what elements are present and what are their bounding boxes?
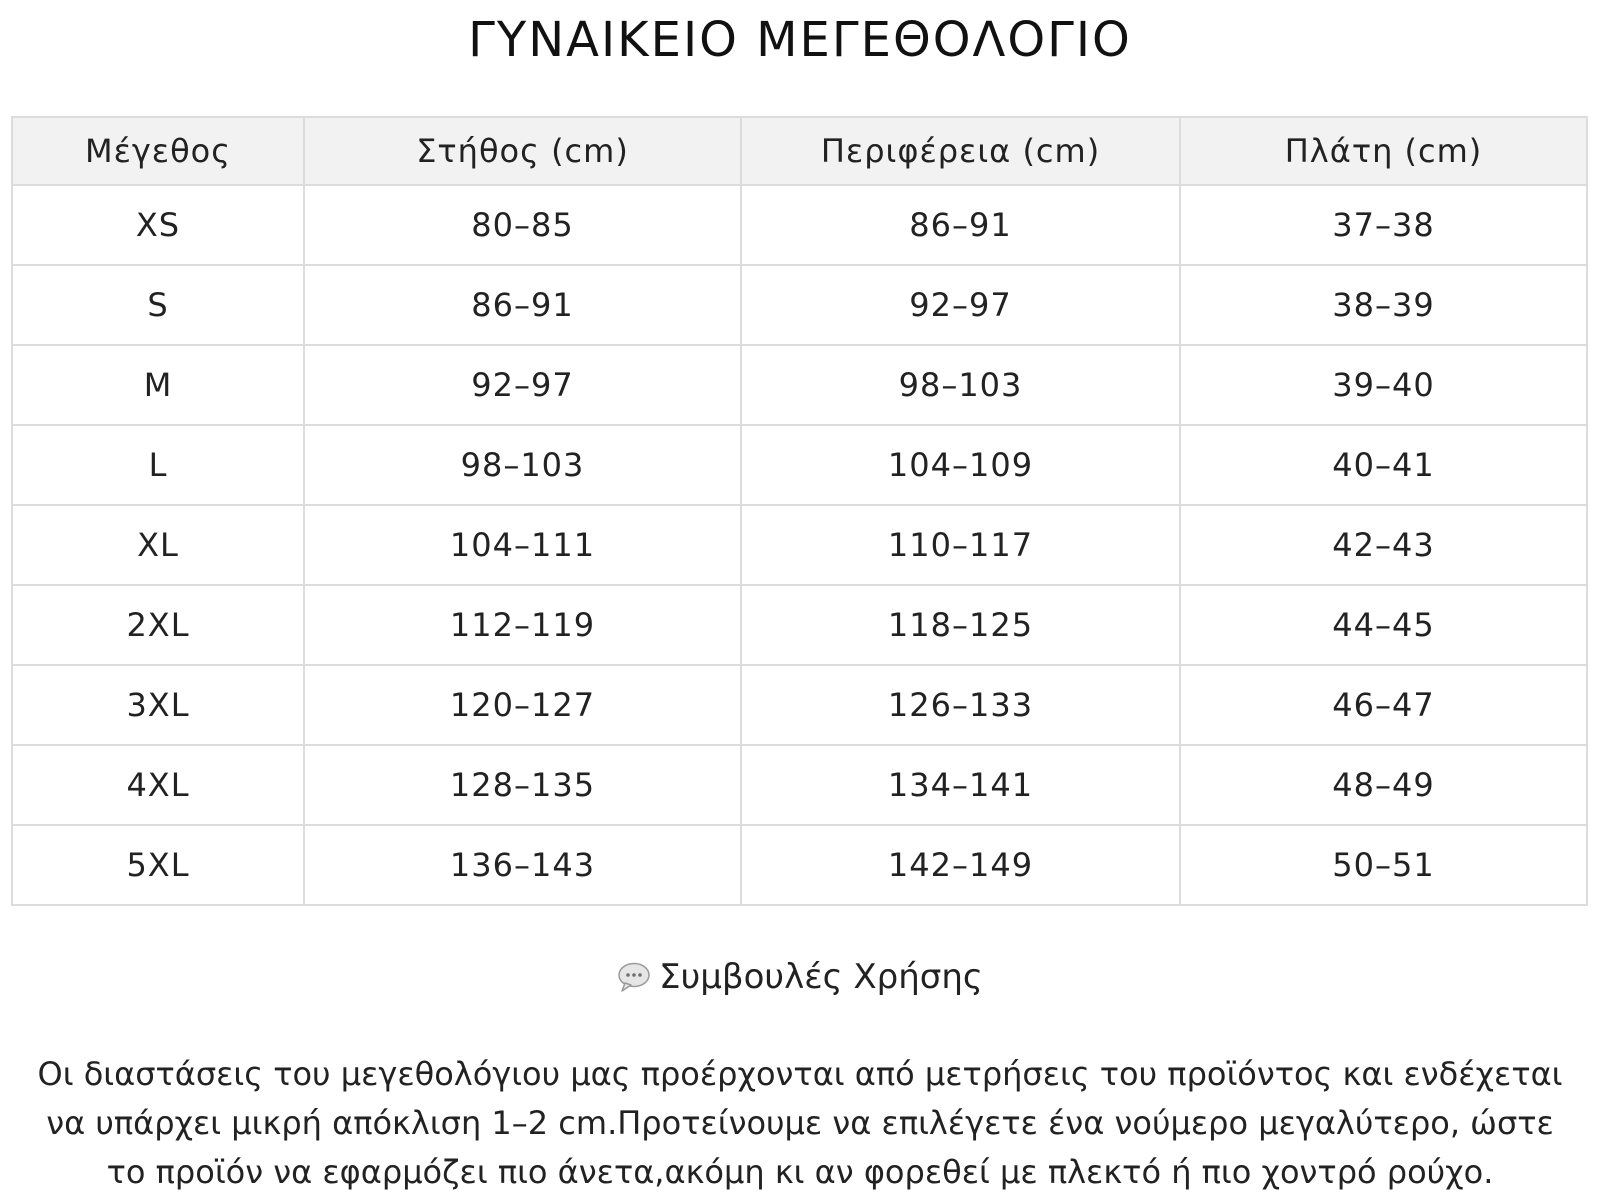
sizing-note-line: το προϊόν να εφαρμόζει πιο άνετα,ακόμη κι αν φορεθεί με πλεκτό ή πιο χοντρό ρούχο. — [106, 1153, 1494, 1191]
cell-chest: 128–135 — [304, 745, 741, 825]
cell-waist: 110–117 — [741, 505, 1180, 585]
cell-waist: 142–149 — [741, 825, 1180, 905]
header-back: Πλάτη (cm) — [1180, 117, 1587, 185]
cell-chest: 80–85 — [304, 185, 741, 265]
cell-chest: 112–119 — [304, 585, 741, 665]
cell-chest: 136–143 — [304, 825, 741, 905]
cell-waist: 134–141 — [741, 745, 1180, 825]
cell-chest: 86–91 — [304, 265, 741, 345]
table-row — [12, 265, 1587, 345]
cell-size: 4XL — [12, 745, 304, 825]
size-table — [11, 116, 1588, 906]
cell-back: 50–51 — [1180, 825, 1587, 905]
header-waist: Περιφέρεια (cm) — [741, 117, 1180, 185]
table-row — [12, 345, 1587, 425]
cell-size: L — [12, 425, 304, 505]
cell-chest: 104–111 — [304, 505, 741, 585]
sizing-note-line: να υπάρχει μικρή απόκλιση 1–2 cm.Προτείνουμε να επιλέγετε ένα νούμερο μεγαλύτερο, ώστε — [46, 1104, 1554, 1142]
cell-size: XL — [12, 505, 304, 585]
table-row — [12, 825, 1587, 905]
cell-waist: 126–133 — [741, 665, 1180, 745]
cell-back: 48–49 — [1180, 745, 1587, 825]
cell-back: 38–39 — [1180, 265, 1587, 345]
cell-back: 40–41 — [1180, 425, 1587, 505]
cell-size: M — [12, 345, 304, 425]
cell-back: 39–40 — [1180, 345, 1587, 425]
cell-back: 42–43 — [1180, 505, 1587, 585]
header-chest: Στήθος (cm) — [304, 117, 741, 185]
header-row — [12, 117, 1587, 185]
cell-back: 46–47 — [1180, 665, 1587, 745]
cell-size: XS — [12, 185, 304, 265]
cell-waist: 86–91 — [741, 185, 1180, 265]
cell-chest: 98–103 — [304, 425, 741, 505]
cell-back: 44–45 — [1180, 585, 1587, 665]
cell-waist: 98–103 — [741, 345, 1180, 425]
cell-size: 2XL — [12, 585, 304, 665]
usage-tips-label: Συμβουλές Χρήσης — [659, 957, 983, 997]
table-row — [12, 185, 1587, 265]
cell-waist: 104–109 — [741, 425, 1180, 505]
sizing-note-line: Οι διαστάσεις του μεγεθολόγιου μας προέρχονται από μετρήσεις του προϊόντος και ενδέχεται — [37, 1055, 1563, 1093]
sizing-note — [10, 1050, 1590, 1197]
table-row — [12, 745, 1587, 825]
table-header — [12, 117, 1587, 185]
table-row — [12, 505, 1587, 585]
cell-waist: 92–97 — [741, 265, 1180, 345]
table-body — [12, 185, 1587, 905]
header-size: Μέγεθος — [12, 117, 304, 185]
speech-bubble-icon — [617, 958, 651, 992]
usage-tips-heading — [0, 952, 1600, 1002]
table-row — [12, 665, 1587, 745]
page-title: ΓΥΝΑΙΚΕΙΟ ΜΕΓΕΘΟΛΟΓΙΟ — [468, 12, 1132, 68]
table-row — [12, 425, 1587, 505]
cell-size: 5XL — [12, 825, 304, 905]
cell-waist: 118–125 — [741, 585, 1180, 665]
cell-size: 3XL — [12, 665, 304, 745]
cell-chest: 92–97 — [304, 345, 741, 425]
cell-chest: 120–127 — [304, 665, 741, 745]
cell-size: S — [12, 265, 304, 345]
cell-back: 37–38 — [1180, 185, 1587, 265]
table-row — [12, 585, 1587, 665]
